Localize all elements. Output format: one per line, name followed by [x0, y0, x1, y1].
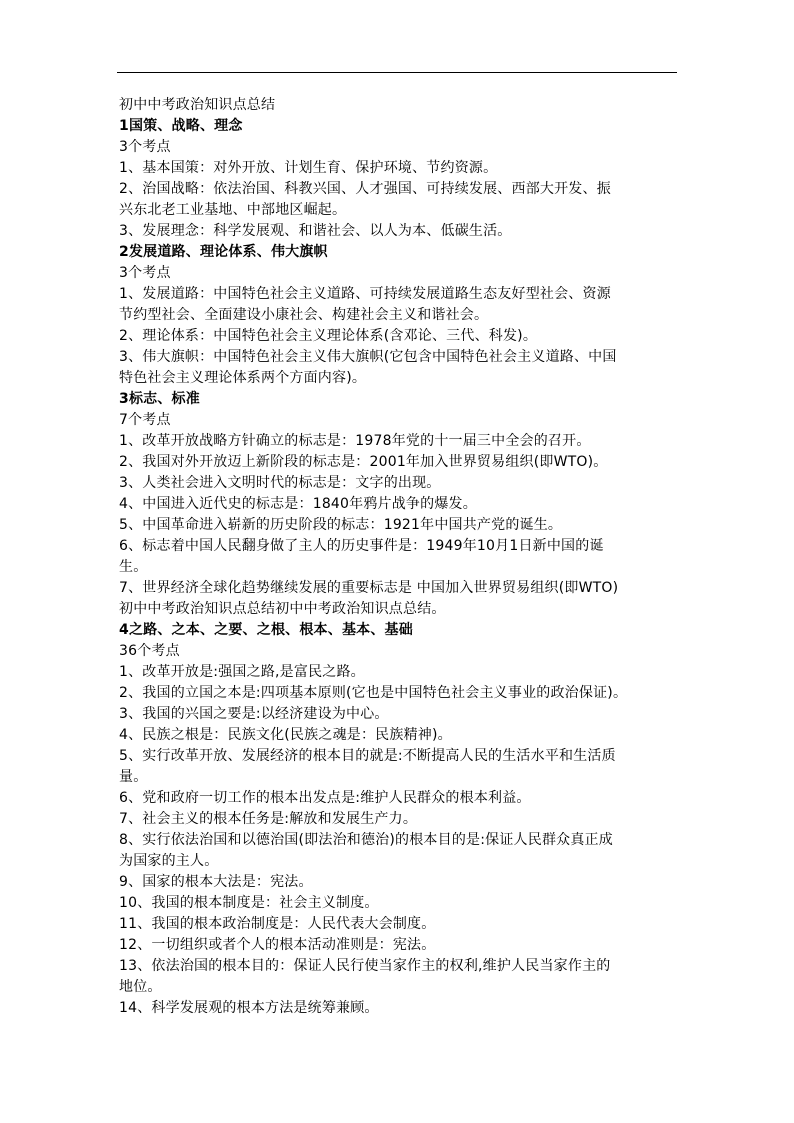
section-2	[119, 242, 699, 389]
document-title: 初中中考政治知识点总结	[119, 97, 276, 113]
body-line: 11、我国的根本政治制度是：人民代表大会制度。	[119, 916, 436, 932]
body-line: 1、发展道路：中国特色社会主义道路、可持续发展道路生态友好型社会、资源	[119, 286, 611, 302]
body-line: 量。	[119, 769, 148, 785]
section-count: 7个考点	[119, 412, 171, 428]
body-line: 1、基本国策：对外开放、计划生育、保护环境、节约资源。	[119, 160, 498, 176]
section-heading: 1国策、战略、理念	[119, 118, 243, 134]
body-line: 7、世界经济全球化趋势继续发展的重要标志是 中国加入世界贸易组织(即WTO)	[119, 580, 619, 596]
document-body	[119, 95, 699, 1019]
body-line: 3、伟大旗帜：中国特色社会主义伟大旗帜(它包含中国特色社会主义道路、中国	[119, 349, 617, 365]
body-line: 特色社会主义理论体系两个方面内容)。	[119, 370, 367, 386]
body-line: 6、标志着中国人民翻身做了主人的历史事件是：1949年10月1日新中国的诞	[119, 538, 604, 554]
body-line: 4、民族之根是：民族文化(民族之魂是：民族精神)。	[119, 727, 452, 743]
body-line: 10、我国的根本制度是：社会主义制度。	[119, 895, 379, 911]
body-line: 13、依法治国的根本目的：保证人民行使当家作主的权利,维护人民当家作主的	[119, 958, 611, 974]
body-line: 3、我国的兴国之要是:以经济建设为中心。	[119, 706, 389, 722]
body-line: 初中中考政治知识点总结初中中考政治知识点总结。	[119, 601, 446, 617]
body-line: 2、我国对外开放迈上新阶段的标志是：2001年加入世界贸易组织(即WTO)。	[119, 454, 608, 470]
section-count: 36个考点	[119, 643, 180, 659]
body-line: 3、发展理念：科学发展观、和谐社会、以人为本、低碳生活。	[119, 223, 512, 239]
body-line: 2、我国的立国之本是:四项基本原则(它也是中国特色社会主义事业的政治保证)。	[119, 685, 628, 701]
header-rule	[117, 72, 677, 73]
section-count: 3个考点	[119, 139, 171, 155]
body-line: 7、社会主义的根本任务是:解放和发展生产力。	[119, 811, 418, 827]
body-line: 5、实行改革开放、发展经济的根本目的就是:不断提高人民的生活水平和生活质	[119, 748, 616, 764]
section-count: 3个考点	[119, 265, 171, 281]
body-line: 2、治国战略：依法治国、科教兴国、人才强国、可持续发展、西部大开发、振	[119, 181, 611, 197]
body-line: 4、中国进入近代史的标志是：1840年鸦片战争的爆发。	[119, 496, 477, 512]
body-line: 12、一切组织或者个人的根本活动准则是：宪法。	[119, 937, 436, 953]
body-line: 地位。	[119, 979, 162, 995]
body-line: 6、党和政府一切工作的根本出发点是:维护人民群众的根本利益。	[119, 790, 531, 806]
body-line: 5、中国革命进入崭新的历史阶段的标志：1921年中国共产党的诞生。	[119, 517, 563, 533]
body-line: 1、改革开放战略方针确立的标志是：1978年党的十一届三中全会的召开。	[119, 433, 591, 449]
section-4	[119, 620, 699, 1019]
body-line: 节约型社会、全面建设小康社会、构建社会主义和谐社会。	[119, 307, 489, 323]
body-line: 9、国家的根本大法是：宪法。	[119, 874, 313, 890]
body-line: 8、实行依法治国和以德治国(即法治和德治)的根本目的是:保证人民群众真正成	[119, 832, 613, 848]
section-heading: 2发展道路、理论体系、伟大旗帜	[119, 244, 328, 260]
section-heading: 4之路、之本、之要、之根、根本、基本、基础	[119, 622, 413, 638]
body-line: 1、改革开放是:强国之路,是富民之路。	[119, 664, 365, 680]
section-heading: 3标志、标准	[119, 391, 200, 407]
section-1	[119, 116, 699, 242]
body-line: 为国家的主人。	[119, 853, 219, 869]
section-3	[119, 389, 699, 620]
body-line: 兴东北老工业基地、中部地区崛起。	[119, 202, 347, 218]
body-line: 2、理论体系：中国特色社会主义理论体系(含邓论、三代、科发)。	[119, 328, 538, 344]
body-line: 生。	[119, 559, 148, 575]
body-line: 3、人类社会进入文明时代的标志是：文字的出现。	[119, 475, 441, 491]
body-line: 14、科学发展观的根本方法是统筹兼顾。	[119, 1000, 379, 1016]
